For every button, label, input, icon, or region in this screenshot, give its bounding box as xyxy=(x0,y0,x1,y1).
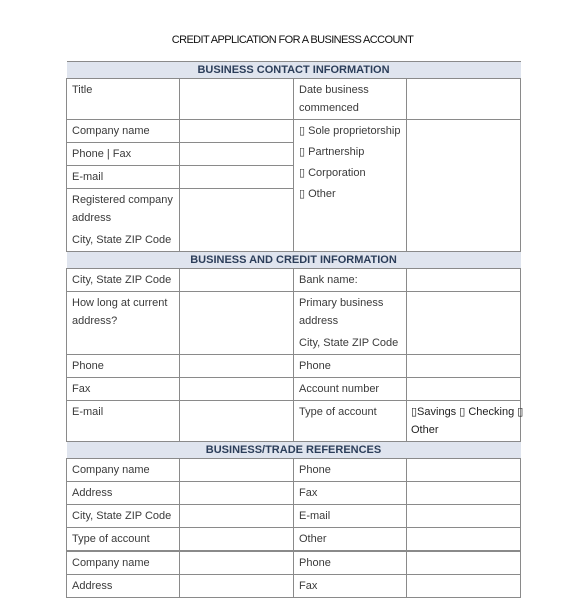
bank-phone-input-cell[interactable] xyxy=(407,355,521,378)
table-row xyxy=(67,551,521,575)
label-line: Registered company xyxy=(72,194,173,206)
table-row xyxy=(67,120,521,143)
table-row xyxy=(67,575,521,598)
field-label: E-mail xyxy=(67,401,180,442)
account-options-line[interactable]: Other xyxy=(411,424,439,436)
field-label: Address xyxy=(67,482,180,505)
how-long-input-cell[interactable] xyxy=(180,292,294,355)
label-line: Date business xyxy=(299,84,369,96)
field-label: Company name xyxy=(67,120,180,143)
field-label: Phone xyxy=(294,355,407,378)
ref1-other-input-cell[interactable] xyxy=(407,528,521,552)
table-row xyxy=(67,505,521,528)
account-type-options[interactable] xyxy=(407,401,524,442)
section-header-contact xyxy=(67,62,521,79)
label-line: address? xyxy=(72,315,118,327)
label-line: City, State ZIP Code xyxy=(72,234,172,246)
section-header-credit xyxy=(67,252,521,269)
account-number-input-cell[interactable] xyxy=(407,378,521,401)
field-label: Phone xyxy=(294,551,407,575)
label-line: address xyxy=(299,315,339,327)
label-line: commenced xyxy=(299,102,359,114)
field-label: Address xyxy=(67,575,180,598)
fax-input-cell[interactable] xyxy=(180,378,294,401)
field-label: Phone xyxy=(67,355,180,378)
field-label: Phone xyxy=(294,459,407,482)
field-label: E-mail xyxy=(67,166,180,189)
ref1-fax-input-cell[interactable] xyxy=(407,482,521,505)
field-label xyxy=(67,292,180,355)
ref2-address-input-cell[interactable] xyxy=(180,575,294,598)
field-label: Company name xyxy=(67,459,180,482)
field-label: Account number xyxy=(294,378,407,401)
credit-email-input-cell[interactable] xyxy=(180,401,294,442)
table-row xyxy=(67,269,521,292)
primary-address-input-cell[interactable] xyxy=(407,292,521,355)
field-label xyxy=(294,292,407,355)
field-label: Type of account xyxy=(67,528,180,552)
field-label: Phone | Fax xyxy=(67,143,180,166)
section-title: BUSINESS CONTACT INFORMATION xyxy=(67,62,521,79)
section-title: BUSINESS AND CREDIT INFORMATION xyxy=(67,252,521,269)
field-label: Fax xyxy=(67,378,180,401)
option-other[interactable]: ▯ Other xyxy=(299,188,336,200)
ref1-type-input-cell[interactable] xyxy=(180,528,294,552)
label-line: How long at current xyxy=(72,297,168,309)
field-label: Fax xyxy=(294,482,407,505)
document-title: CREDIT APPLICATION FOR A BUSINESS ACCOUNT xyxy=(171,34,414,46)
bank-name-input-cell[interactable] xyxy=(407,269,521,292)
field-label: Other xyxy=(294,528,407,552)
section-title: BUSINESS/TRADE REFERENCES xyxy=(67,442,521,459)
title-input-cell[interactable] xyxy=(180,79,294,120)
option-partnership[interactable]: ▯ Partnership xyxy=(299,146,365,158)
field-label: E-mail xyxy=(294,505,407,528)
label-line: Primary business xyxy=(299,297,384,309)
ref2-fax-input-cell[interactable] xyxy=(407,575,521,598)
registered-address-input-cell[interactable] xyxy=(180,189,294,252)
field-label xyxy=(67,189,180,252)
ref1-email-input-cell[interactable] xyxy=(407,505,521,528)
table-row xyxy=(67,378,521,401)
field-label: Company name xyxy=(67,551,180,575)
table-row xyxy=(67,401,521,442)
phone-input-cell[interactable] xyxy=(180,355,294,378)
city-input-cell[interactable] xyxy=(180,269,294,292)
phone-fax-input-cell[interactable] xyxy=(180,143,294,166)
ref2-phone-input-cell[interactable] xyxy=(407,551,521,575)
date-commenced-input-cell[interactable] xyxy=(407,79,521,120)
business-type-options xyxy=(294,120,407,252)
table-row xyxy=(67,355,521,378)
field-label: City, State ZIP Code xyxy=(67,269,180,292)
field-label: City, State ZIP Code xyxy=(67,505,180,528)
section-header-references xyxy=(67,442,521,459)
company-name-input-cell[interactable] xyxy=(180,120,294,143)
ref1-phone-input-cell[interactable] xyxy=(407,459,521,482)
credit-application-form xyxy=(66,61,524,598)
ref2-company-input-cell[interactable] xyxy=(180,551,294,575)
option-sole-proprietorship[interactable]: ▯ Sole proprietorship xyxy=(299,125,401,137)
field-label: Title xyxy=(67,79,180,120)
business-type-input-cell[interactable] xyxy=(407,120,521,252)
field-label: Type of account xyxy=(294,401,407,442)
ref1-address-input-cell[interactable] xyxy=(180,482,294,505)
table-row xyxy=(67,528,521,552)
ref1-company-input-cell[interactable] xyxy=(180,459,294,482)
email-input-cell[interactable] xyxy=(180,166,294,189)
table-row xyxy=(67,459,521,482)
table-row xyxy=(67,292,521,355)
table-row xyxy=(67,482,521,505)
field-label: Fax xyxy=(294,575,407,598)
table-row xyxy=(67,79,521,120)
label-line: City, State ZIP Code xyxy=(299,337,399,349)
field-label xyxy=(294,79,407,120)
ref1-city-input-cell[interactable] xyxy=(180,505,294,528)
field-label: Bank name: xyxy=(294,269,407,292)
label-line: address xyxy=(72,212,112,224)
account-options-line[interactable]: ▯Savings ▯ Checking ▯ xyxy=(411,406,524,418)
option-corporation[interactable]: ▯ Corporation xyxy=(299,167,366,179)
